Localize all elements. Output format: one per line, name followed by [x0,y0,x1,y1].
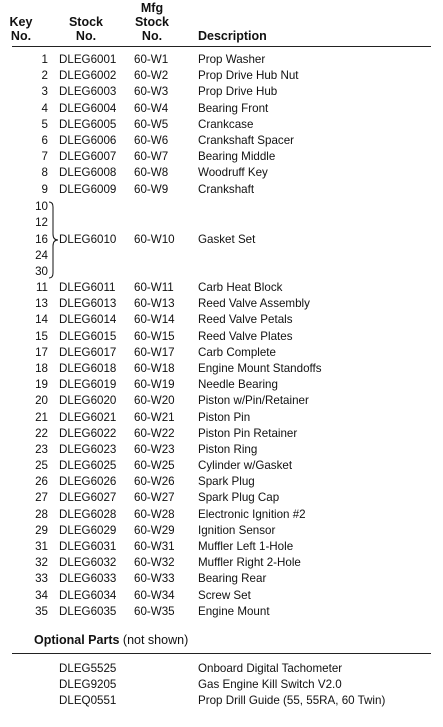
part-description: Crankshaft Spacer [198,133,295,147]
part-description: Spark Plug Cap [198,491,280,505]
header-mfg [130,1,174,43]
key-number: 31 [35,540,48,553]
key-number: 23 [35,442,48,456]
key-number: 6 [41,133,48,147]
gasket-stock: DLEG6010 [59,233,117,246]
part-description: Muffler Right 2-Hole [198,556,301,570]
mfg-stock-number: 60-W21 [134,410,175,424]
key-number: 4 [41,101,48,115]
key-number: 34 [35,588,48,602]
mfg-stock-number: 60-W18 [134,361,175,375]
optional-stock-column [59,661,116,709]
mfg-column-bottom [134,280,175,620]
stock-number: DLEG6015 [59,329,117,343]
part-description: Needle Bearing [198,378,278,392]
stock-number: DLEG6031 [59,540,117,553]
key-number: 14 [35,313,48,327]
stock-number: DLEG6033 [59,572,117,586]
stock-number: DLEG6008 [59,166,117,180]
key-number: 13 [35,297,48,311]
stock-number: DLEG6009 [59,182,117,196]
mfg-stock-number: 60-W28 [134,507,175,521]
part-description: Carb Complete [198,345,276,359]
part-description: Screw Set [198,588,251,602]
key-number: 18 [35,361,48,375]
key-number: 21 [35,410,48,424]
mfg-stock-number: 60-W13 [134,297,175,311]
part-description: Spark Plug [198,475,255,489]
stock-number: DLEG6029 [59,523,117,537]
header-key-line1: Key [9,15,33,29]
mfg-stock-number: 60-W27 [134,491,175,505]
stock-number: DLEG6006 [59,133,117,147]
part-description: Piston Ring [198,442,258,456]
mfg-stock-number: 60-W22 [134,426,175,440]
stock-number: DLEG6019 [59,378,117,392]
gasket-key-10: 10 [35,200,48,213]
key-number: 28 [35,507,48,521]
key-number: 2 [41,69,48,83]
header-key-line2: No. [10,29,32,43]
mfg-stock-number: 60-W5 [134,117,169,131]
optional-part-description: Gas Engine Kill Switch V2.0 [198,678,342,691]
stock-number: DLEG6018 [59,361,117,375]
stock-number: DLEG6011 [59,281,116,294]
stock-number: DLEG6035 [59,604,117,618]
header-stock [62,15,110,43]
part-description: Piston Pin [198,410,251,424]
mfg-stock-number: 60-W34 [134,588,175,602]
optional-stock-number: DLEQ0551 [59,694,117,707]
key-number: 33 [35,572,48,586]
part-description: Reed Valve Assembly [198,297,310,311]
part-description: Bearing Middle [198,150,276,164]
part-description: Engine Mount [198,604,270,618]
key-number: 35 [35,604,48,618]
part-description: Muffler Left 1-Hole [198,540,294,553]
stock-number: DLEG6023 [59,442,117,456]
part-description: Ignition Sensor [198,523,276,537]
key-number: 19 [35,378,48,392]
optional-parts-heading [34,633,188,647]
mfg-stock-number: 60-W2 [134,69,169,83]
stock-column-top [59,52,116,198]
optional-parts-note: (not shown) [122,633,189,647]
mfg-stock-number: 60-W20 [134,394,175,408]
part-description: Prop Drive Hub [198,85,278,99]
mfg-stock-number: 60-W26 [134,475,175,489]
mfg-stock-number: 60-W3 [134,85,169,99]
mfg-stock-number: 60-W29 [134,523,175,537]
key-number: 15 [35,329,48,343]
key-number: 1 [41,53,48,66]
stock-number: DLEG6032 [59,556,117,570]
gasket-key-30: 30 [35,265,48,278]
optional-rule [12,653,431,654]
key-number: 27 [35,491,48,505]
header-mfg-line2: Stock [134,15,170,29]
part-description: Reed Valve Petals [198,313,293,327]
mfg-stock-number: 60-W4 [134,101,169,115]
header-stock-line1: Stock [68,15,104,29]
header-rule [12,46,431,47]
mfg-stock-number: 60-W23 [134,442,175,456]
stock-number: DLEG6021 [59,410,117,424]
stock-number: DLEG6020 [59,394,117,408]
gasket-key-24: 24 [35,249,48,262]
stock-number: DLEG6007 [59,150,117,164]
part-description: Bearing Front [198,101,269,115]
key-number: 3 [41,85,48,99]
header-key [6,15,36,43]
key-number: 7 [41,150,48,164]
stock-number: DLEG6013 [59,297,117,311]
key-number: 17 [35,345,48,359]
mfg-stock-number: 60-W8 [134,166,169,180]
part-description: Carb Heat Block [198,281,283,294]
key-number: 20 [35,394,48,408]
key-number: 25 [35,459,48,473]
part-description: Piston Pin Retainer [198,426,298,440]
key-column-top [10,52,48,198]
mfg-stock-number: 60-W9 [134,182,169,196]
part-description: Piston w/Pin/Retainer [198,394,309,408]
part-description: Prop Washer [198,53,266,66]
description-column-top [198,52,299,198]
header-mfg-line3: No. [141,29,163,43]
mfg-stock-number: 60-W32 [134,556,175,570]
stock-number: DLEG6002 [59,69,117,83]
stock-number: DLEG6003 [59,85,117,99]
part-description: Prop Drive Hub Nut [198,69,299,83]
header-stock-line2: No. [75,29,97,43]
stock-number: DLEG6026 [59,475,117,489]
optional-part-description: Onboard Digital Tachometer [198,662,343,675]
stock-number: DLEG6017 [59,345,117,359]
stock-number: DLEG6028 [59,507,117,521]
optional-description-column [198,661,385,709]
mfg-stock-number: 60-W11 [134,281,174,294]
key-number: 5 [41,117,48,131]
mfg-stock-number: 60-W19 [134,378,175,392]
stock-number: DLEG6014 [59,313,117,327]
stock-number: DLEG6027 [59,491,117,505]
gasket-mfg: 60-W10 [134,233,175,246]
key-number: 32 [35,556,48,570]
description-column-bottom [198,280,322,620]
optional-stock-number: DLEG5525 [59,662,117,675]
stock-number: DLEG6034 [59,588,117,602]
mfg-column-top [134,52,168,198]
gasket-desc: Gasket Set [198,233,256,246]
header-description: Description [198,29,267,43]
stock-number: DLEG6022 [59,426,117,440]
mfg-stock-number: 60-W6 [134,133,169,147]
mfg-stock-number: 60-W35 [134,604,175,618]
mfg-stock-number: 60-W15 [134,329,175,343]
mfg-stock-number: 60-W25 [134,459,175,473]
key-number: 29 [35,523,48,537]
mfg-stock-number: 60-W1 [134,53,169,66]
stock-number: DLEG6004 [59,101,117,115]
mfg-stock-number: 60-W33 [134,572,175,586]
key-column-bottom [10,280,48,620]
optional-parts-title: Optional Parts [34,633,120,647]
part-description: Electronic Ignition #2 [198,507,306,521]
gasket-key-12: 12 [35,216,48,229]
key-number: 11 [35,281,48,294]
part-description: Bearing Rear [198,572,267,586]
optional-part-description: Prop Drill Guide (55, 55RA, 60 Twin) [198,694,386,707]
optional-stock-number: DLEG9205 [59,678,117,691]
part-description: Cylinder w/Gasket [198,459,293,473]
key-number: 8 [41,166,48,180]
part-description: Crankshaft [198,182,255,196]
mfg-stock-number: 60-W17 [134,345,175,359]
header-mfg-line1: Mfg [140,1,164,15]
stock-number: DLEG6001 [59,53,117,66]
mfg-stock-number: 60-W31 [134,540,175,553]
gasket-key-16: 16 [35,233,48,246]
mfg-stock-number: 60-W7 [134,150,169,164]
part-description: Crankcase [198,117,254,131]
part-description: Woodruff Key [198,166,268,180]
stock-number: DLEG6005 [59,117,117,131]
key-number: 9 [41,182,48,196]
key-number: 22 [35,426,48,440]
stock-column-bottom [59,280,116,620]
key-number: 26 [35,475,48,489]
part-description: Reed Valve Plates [198,329,293,343]
part-description: Engine Mount Standoffs [198,361,322,375]
stock-number: DLEG6025 [59,459,117,473]
mfg-stock-number: 60-W14 [134,313,175,327]
